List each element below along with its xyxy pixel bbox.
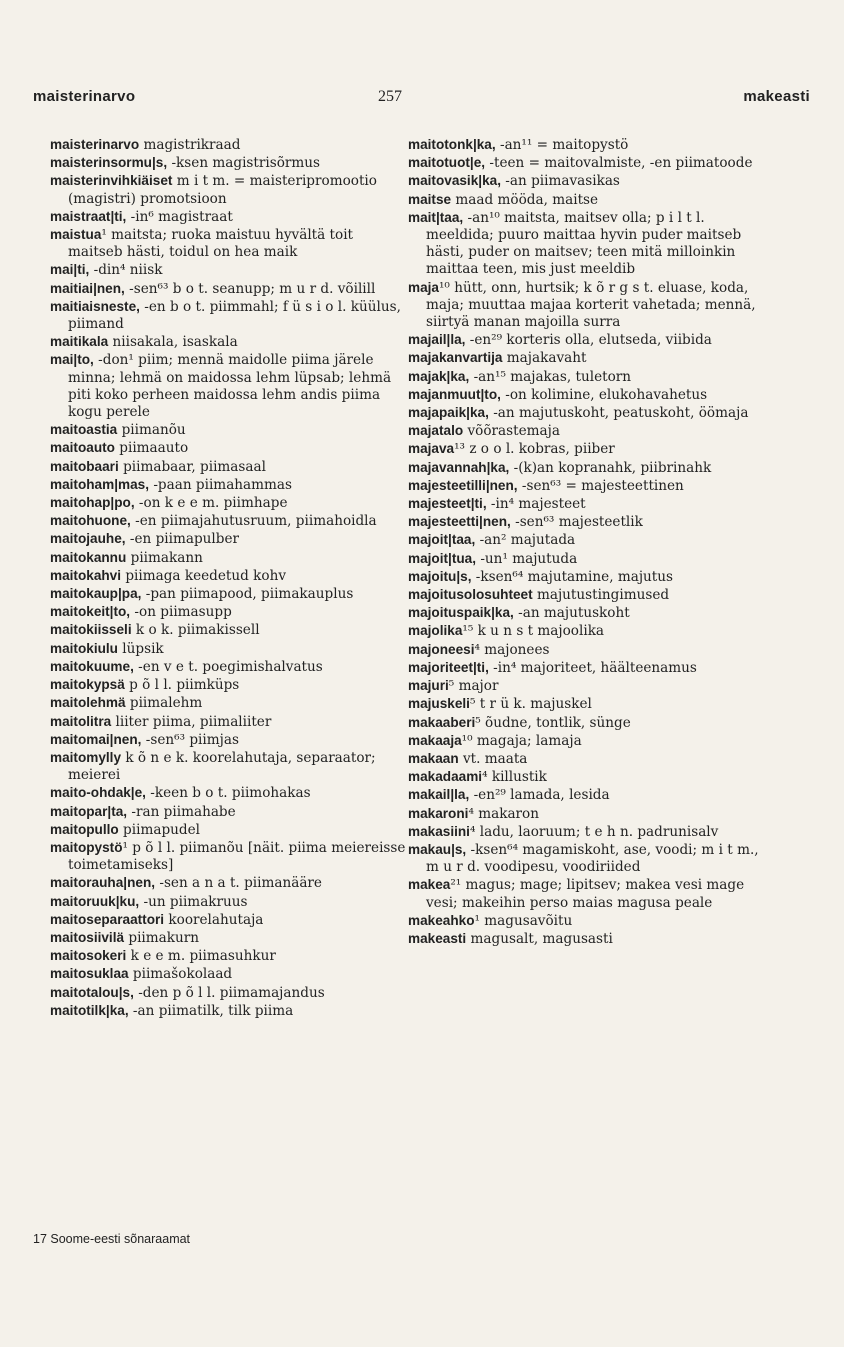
- dictionary-entry: [50, 226, 410, 261]
- entry-headword: majoriteet|ti,: [408, 659, 489, 675]
- dictionary-entry: [408, 912, 768, 930]
- entry-definition: piimapudel: [118, 821, 200, 838]
- entry-definition: -keen b o t. piimohakas: [145, 785, 311, 802]
- dictionary-entry: [50, 603, 410, 621]
- entry-definition: -sen⁶³ piimjas: [141, 731, 239, 748]
- entry-headword: makau|s,: [408, 841, 467, 857]
- dictionary-entry: [50, 893, 410, 911]
- dictionary-entry: [50, 839, 410, 874]
- entry-definition: -en²⁹ lamada, lesida: [469, 787, 610, 804]
- running-head-left: maisterinarvo: [33, 88, 136, 105]
- entry-definition: k o k. piimakissell: [131, 622, 260, 639]
- entry-definition: -ran piimahabe: [127, 803, 236, 820]
- entry-headword: majatalo: [408, 423, 464, 439]
- entry-headword: majesteetilli|nen,: [408, 477, 518, 493]
- page-number: 257: [378, 88, 402, 105]
- dictionary-entry: [408, 368, 768, 386]
- entry-headword: maitokaup|pa,: [50, 586, 142, 602]
- dictionary-entry: [408, 459, 768, 477]
- entry-headword: maitosuklaa: [50, 966, 129, 982]
- dictionary-entry: [408, 154, 768, 172]
- entry-definition: p õ l l. piimküps: [124, 677, 240, 694]
- footer-signature: 17 Soome-eesti sõnaraamat: [33, 1232, 191, 1246]
- entry-headword: maitiai|nen,: [50, 280, 125, 296]
- dictionary-entry: [408, 659, 768, 677]
- entry-definition: -un piimakruus: [139, 893, 248, 910]
- entry-headword: majuskeli: [408, 696, 470, 712]
- entry-headword: maja: [408, 279, 439, 295]
- entry-headword: maitopullo: [50, 821, 119, 837]
- dictionary-entry: [50, 803, 410, 821]
- entry-definition: -don¹ piim; mennä maidolle piima järele minna; lehmä on maidossa lehm lüpsab; lehmä piti koko perheen maidossa lehm andis piima kogu perele: [68, 352, 392, 421]
- right-column: [408, 136, 768, 948]
- dictionary-entry: [50, 676, 410, 694]
- dictionary-entry: [408, 695, 768, 713]
- entry-headword: makaaberi: [408, 714, 476, 730]
- entry-definition: võõrastemaja: [463, 423, 560, 440]
- dictionary-entry: [50, 298, 410, 333]
- entry-definition: m i t m. = maisteripromootio (magistri) promotsioon: [68, 173, 377, 207]
- entry-definition: ²¹ magus; mage; lipitsev; makea vesi mage vesi; makeihin perso maias magusa peale: [426, 877, 745, 911]
- dictionary-entry: [50, 280, 410, 298]
- entry-definition: k õ n e k. koorelahutaja, separaator; meierei: [68, 749, 376, 784]
- dictionary-entry: [408, 550, 768, 568]
- entry-definition: -on k e e m. piimhape: [134, 495, 288, 512]
- dictionary-entry: [408, 136, 768, 154]
- dictionary-entry: [50, 154, 410, 172]
- dictionary-entry: [408, 841, 768, 876]
- entry-headword: maitolehmä: [50, 695, 126, 711]
- dictionary-entry: [50, 1002, 410, 1020]
- dictionary-entry: [408, 604, 768, 622]
- entry-definition: -in⁴ majoriteet, häälteenamus: [488, 659, 697, 676]
- entry-headword: maitojauhe,: [50, 531, 126, 547]
- entry-definition: -an² majutada: [475, 532, 576, 549]
- entry-headword: maitoastia: [50, 422, 118, 438]
- entry-headword: maitohuone,: [50, 513, 131, 529]
- entry-definition: ⁵ õudne, tontlik, sünge: [475, 714, 631, 731]
- dictionary-entry: [50, 530, 410, 548]
- dictionary-entry: [50, 965, 410, 983]
- entry-headword: maitokahvi: [50, 567, 122, 583]
- entry-definition: niisakala, isaskala: [108, 334, 238, 351]
- dictionary-entry: [50, 439, 410, 457]
- dictionary-entry: [50, 136, 410, 154]
- entry-definition: ¹⁵ k u n s t majoolika: [462, 623, 605, 640]
- dictionary-entry: [408, 440, 768, 458]
- dictionary-entry: [408, 172, 768, 190]
- entry-definition: -ksen⁶⁴ majutamine, majutus: [471, 568, 674, 585]
- dictionary-entry: [50, 494, 410, 512]
- entry-definition: -en b o t. piimmahl; f ü s i o l. küülus, piimand: [68, 298, 401, 333]
- dictionary-entry: [408, 386, 768, 404]
- entry-headword: maitoauto: [50, 440, 115, 456]
- dictionary-entry: [408, 677, 768, 695]
- dictionary-entry: [408, 768, 768, 786]
- entry-definition: -pan piimapood, piimakauplus: [141, 586, 354, 603]
- dictionary-entry: [50, 694, 410, 712]
- entry-headword: maitopar|ta,: [50, 803, 128, 819]
- entry-headword: maitovasik|ka,: [408, 173, 501, 189]
- entry-headword: majolika: [408, 623, 463, 639]
- entry-headword: maitokannu: [50, 549, 127, 565]
- entry-definition: ⁵ t r ü k. majuskel: [469, 696, 592, 713]
- entry-definition: -en v e t. poegimishalvatus: [133, 658, 323, 675]
- dictionary-entry: [408, 732, 768, 750]
- entry-headword: mai|to,: [50, 352, 94, 368]
- dictionary-entry: [408, 531, 768, 549]
- entry-headword: makail|la,: [408, 787, 470, 803]
- dictionary-entry: [408, 495, 768, 513]
- dictionary-entry: [408, 641, 768, 659]
- entry-definition: ⁴ majonees: [474, 641, 550, 658]
- entry-headword: maitobaari: [50, 458, 119, 474]
- entry-headword: mait|taa,: [408, 209, 464, 225]
- entry-headword: maitokypsä: [50, 677, 125, 693]
- entry-headword: maitosiivilä: [50, 929, 125, 945]
- entry-headword: majak|ka,: [408, 368, 470, 384]
- dictionary-entry: [50, 172, 410, 207]
- dictionary-entry: [408, 191, 768, 209]
- entry-definition: ⁴ makaron: [468, 805, 539, 822]
- entry-definition: -en piimajahutusruum, piimahoidla: [130, 513, 377, 530]
- entry-definition: piimakann: [126, 549, 203, 566]
- entry-headword: maitotonk|ka,: [408, 137, 496, 152]
- dictionary-entry: [408, 331, 768, 349]
- dictionary-entry: [50, 929, 410, 947]
- entry-definition: -sen a n a t. piimanääre: [155, 875, 322, 892]
- dictionary-entry: [50, 512, 410, 530]
- dictionary-entry: [408, 568, 768, 586]
- entry-headword: maitoham|mas,: [50, 476, 149, 492]
- entry-definition: -an piimavasikas: [500, 173, 620, 190]
- dictionary-entry: [408, 786, 768, 804]
- entry-definition: ¹⁰ magaja; lamaja: [461, 732, 582, 749]
- entry-definition: -in⁴ majesteet: [486, 496, 586, 513]
- entry-definition: -teen = maitovalmiste, -en piimatoode: [485, 155, 753, 172]
- entry-headword: maitolitra: [50, 713, 112, 729]
- dictionary-entry: [50, 731, 410, 749]
- entry-headword: majoneesi: [408, 641, 475, 657]
- entry-definition: -an¹⁰ maitsta, maitsev olla; p i l t l. meeldida; puuro maittaa hyvin puder maitseb hästi, puder on maitsev; teen mitä milloinkin maittaa teen, mis just meeldib: [426, 209, 742, 278]
- dictionary-entry: [50, 567, 410, 585]
- entry-definition: ¹ maitsta; ruoka maistuu hyvältä toit maitseb hästi, toidul on hea maik: [68, 227, 354, 261]
- entry-definition: -un¹ majutuda: [476, 550, 578, 567]
- entry-headword: majava: [408, 441, 455, 457]
- entry-headword: majesteetti|nen,: [408, 514, 511, 530]
- entry-headword: maitokiisseli: [50, 622, 132, 638]
- entry-headword: makadaami: [408, 769, 483, 785]
- entry-headword: makaaja: [408, 732, 462, 748]
- entry-definition: -(k)an kopranahk, piibrinahk: [509, 459, 712, 476]
- entry-definition: -en piimapulber: [125, 531, 240, 548]
- entry-headword: maitikala: [50, 334, 109, 350]
- entry-headword: makeahko: [408, 912, 475, 928]
- entry-headword: majuri: [408, 678, 449, 694]
- dictionary-entry: [50, 585, 410, 603]
- entry-definition: majakavaht: [502, 350, 587, 367]
- entry-headword: majesteet|ti,: [408, 496, 487, 512]
- entry-definition: maad mööda, maitse: [451, 191, 599, 208]
- entry-headword: maitiaisneste,: [50, 298, 140, 314]
- entry-headword: maito-ohdak|e,: [50, 785, 146, 801]
- entry-definition: ¹ p õ l l. piimanõu [näit. piima meiereisse toimetamiseks]: [68, 839, 406, 874]
- entry-definition: ⁴ killustik: [482, 769, 547, 786]
- dictionary-entry: [408, 513, 768, 531]
- entry-definition: -paan piimahammas: [149, 476, 293, 493]
- dictionary-entry: [50, 874, 410, 892]
- entry-headword: mai|ti,: [50, 262, 90, 278]
- entry-headword: majanmuut|to,: [408, 386, 501, 402]
- entry-headword: makea: [408, 877, 451, 893]
- entry-headword: maitopystö: [50, 839, 123, 855]
- entry-definition: majutustingimused: [532, 587, 670, 604]
- entry-definition: ⁵ major: [448, 678, 499, 695]
- entry-definition: -ksen⁶⁴ magamiskoht, ase, voodi; m i t m., m u r d. voodipesu, voodiriided: [426, 841, 759, 876]
- dictionary-entry: [50, 476, 410, 494]
- entry-headword: maistraat|ti,: [50, 208, 127, 224]
- entry-headword: makeasti: [408, 930, 467, 946]
- dictionary-entry: [50, 658, 410, 676]
- dictionary-entry: [50, 821, 410, 839]
- dictionary-entry: [50, 208, 410, 226]
- dictionary-entry: [408, 714, 768, 732]
- running-head-right: makeasti: [743, 88, 810, 105]
- entry-headword: maisterinsormu|s,: [50, 155, 168, 171]
- entry-definition: magistrikraad: [139, 137, 241, 153]
- entry-definition: ¹³ z o o l. kobras, piiber: [454, 441, 615, 458]
- entry-headword: makaroni: [408, 805, 469, 821]
- entry-definition: -sen⁶³ majesteetlik: [510, 514, 643, 531]
- entry-definition: -an¹¹ = maitopystö: [495, 137, 629, 153]
- entry-definition: piimašokolaad: [128, 966, 233, 983]
- entry-headword: maitorauha|nen,: [50, 875, 156, 891]
- entry-definition: -an piimatilk, tilk piima: [128, 1002, 294, 1019]
- entry-definition: -sen⁶³ b o t. seanupp; m u r d. võilill: [124, 280, 376, 297]
- entry-headword: majoituspaik|ka,: [408, 605, 514, 621]
- entry-headword: majoitusolosuhteet: [408, 587, 533, 603]
- dictionary-entry: [408, 805, 768, 823]
- dictionary-entry: [408, 586, 768, 604]
- entry-headword: maitoseparaattori: [50, 911, 165, 927]
- entry-headword: maitoruuk|ku,: [50, 893, 140, 909]
- entry-headword: maitosokeri: [50, 948, 127, 964]
- entry-headword: majakanvartija: [408, 350, 503, 366]
- entry-headword: majavannah|ka,: [408, 459, 510, 475]
- entry-definition: -an majutuskoht: [513, 605, 630, 622]
- entry-definition: lüpsik: [117, 640, 164, 657]
- dictionary-entry: [50, 713, 410, 731]
- entry-definition: piimakurn: [124, 929, 200, 946]
- entry-headword: maitomylly: [50, 749, 122, 765]
- entry-definition: liiter piima, piimaliiter: [111, 713, 272, 730]
- dictionary-entry: [50, 749, 410, 784]
- entry-definition: -an¹⁵ majakas, tuletorn: [469, 368, 632, 385]
- entry-headword: maitomai|nen,: [50, 731, 142, 747]
- dictionary-entry: [50, 984, 410, 1002]
- entry-headword: maisterinarvo: [50, 137, 140, 152]
- dictionary-entry: [50, 947, 410, 965]
- dictionary-entry: [50, 549, 410, 567]
- entry-headword: maisterinvihkiäiset: [50, 173, 173, 189]
- entry-definition: k e e m. piimasuhkur: [126, 948, 276, 965]
- entry-headword: majapaik|ka,: [408, 405, 489, 421]
- dictionary-entry: [408, 404, 768, 422]
- dictionary-entry: [50, 458, 410, 476]
- entry-definition: -din⁴ niisk: [89, 262, 163, 279]
- entry-definition: -den p õ l l. piimamajandus: [133, 984, 325, 1001]
- entry-headword: maitohap|po,: [50, 495, 135, 511]
- entry-definition: piimaauto: [114, 440, 189, 457]
- entry-headword: majoit|tua,: [408, 550, 477, 566]
- entry-definition: -on piimasupp: [130, 604, 232, 621]
- entry-definition: ¹ magusavõitu: [474, 912, 573, 929]
- entry-definition: -en²⁹ korteris olla, elutseda, viibida: [465, 332, 712, 349]
- entry-headword: maitokuume,: [50, 658, 134, 674]
- entry-definition: vt. maata: [458, 750, 528, 767]
- dictionary-entry: [408, 209, 768, 279]
- dictionary-entry: [50, 911, 410, 929]
- dictionary-entry: [408, 279, 768, 332]
- entry-headword: maitotalou|s,: [50, 984, 134, 1000]
- dictionary-entry: [408, 750, 768, 768]
- entry-definition: -an majutuskoht, peatuskoht, öömaja: [488, 405, 749, 422]
- entry-definition: koorelahutaja: [164, 911, 264, 928]
- entry-definition: -in⁶ magistraat: [126, 208, 233, 225]
- entry-definition: piimalehm: [125, 695, 203, 712]
- entry-headword: maitokiulu: [50, 640, 118, 656]
- entry-definition: piimaga keedetud kohv: [121, 567, 287, 584]
- dictionary-entry: [408, 930, 768, 948]
- entry-headword: maitotuot|e,: [408, 155, 486, 171]
- dictionary-entry: [50, 333, 410, 351]
- entry-definition: piimabaar, piimasaal: [118, 458, 266, 475]
- entry-headword: majoitu|s,: [408, 568, 472, 584]
- entry-definition: -ksen magistrisõrmus: [167, 155, 320, 172]
- dictionary-entry: [408, 876, 768, 911]
- entry-definition: -on kolimine, elukohavahetus: [500, 386, 708, 403]
- dictionary-entry: [408, 823, 768, 841]
- entry-headword: makasiini: [408, 823, 470, 839]
- entry-definition: ¹⁰ hütt, onn, hurtsik; k õ r g s t. eluase, koda, maja; muuttaa majaa korterit vahetada; mennä, siirtyä manan majoilla surra: [426, 279, 756, 331]
- dictionary-entry: [408, 349, 768, 367]
- entry-headword: majail|la,: [408, 332, 466, 348]
- entry-headword: makaan: [408, 750, 459, 766]
- left-column: [50, 136, 410, 1020]
- entry-headword: maistua: [50, 227, 102, 243]
- entry-definition: magusalt, magusasti: [466, 930, 613, 947]
- entry-headword: maitotilk|ka,: [50, 1002, 129, 1018]
- dictionary-entry: [50, 261, 410, 279]
- dictionary-entry: [50, 640, 410, 658]
- entry-headword: maitokeit|to,: [50, 604, 131, 620]
- dictionary-entry: [408, 622, 768, 640]
- entry-definition: piimanõu: [117, 422, 186, 439]
- entry-definition: -sen⁶³ = majesteettinen: [517, 477, 684, 494]
- dictionary-entry: [50, 784, 410, 802]
- dictionary-entry: [50, 351, 410, 421]
- dictionary-entry: [408, 477, 768, 495]
- dictionary-entry: [50, 421, 410, 439]
- entry-definition: ⁴ ladu, laoruum; t e h n. padrunisalv: [469, 823, 719, 840]
- dictionary-entry: [50, 621, 410, 639]
- dictionary-entry: [408, 422, 768, 440]
- entry-headword: maitse: [408, 191, 452, 207]
- entry-headword: majoit|taa,: [408, 532, 476, 548]
